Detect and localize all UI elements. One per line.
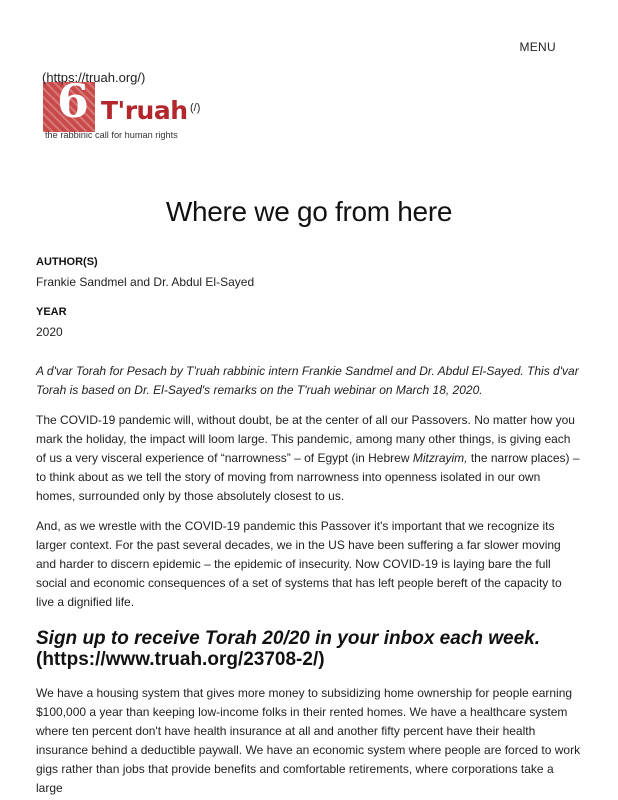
page-title: Where we go from here — [165, 196, 453, 227]
body-paragraph-3: We have a housing system that gives more money to subsidizing home ownership for people earning $100,000 a year than keeping low-income folks in their rented homes. We have a healthcare system where ten percent don't have health insurance at all and another fifty percent have their health insurance behind a deductible paywall. We have an economic system where people are forced to work gigs rather than jobs that provide benefits and comfortable retirements, where corporations take a large — [36, 686, 581, 795]
author-names: Frankie Sandmel and Dr. Abdul El-Sayed — [36, 275, 255, 289]
author-label: AUTHOR(S) — [36, 256, 98, 268]
year-value: 2020 — [36, 325, 63, 339]
signup-link-text[interactable]: Sign up to receive Torah 20/20 in your inbox each week. — [36, 628, 541, 649]
signup-link[interactable] — [36, 628, 582, 670]
para1-text-b: the narrow places) – to think about as we tell the story of moving from narrowness into openness isolated in our own homes, surrounded only by those absolutely closest to us. — [36, 451, 580, 503]
signup-link-url[interactable]: (https://www.truah.org/23708-2/) — [36, 649, 325, 670]
para1-text-a: The COVID-19 pandemic will, without doubt, be at the center of all our Passovers. No matter how you mark the holiday, the impact will loom large. This pandemic, among many other things, is giving each of us a very visceral experience of “narrowness” – of Egypt (in Hebrew — [36, 413, 575, 465]
logo-wordmark: T'ruah — [101, 96, 188, 125]
year-label: YEAR — [36, 306, 67, 318]
para1-emphasis: Mitzrayim, — [412, 451, 468, 465]
intro-paragraph: A d'var Torah for Pesach by T'ruah rabbinic intern Frankie Sandmel and Dr. Abdul El-Sayed. This d'var Torah is based on Dr. El-Sayed's remarks on the T'ruah webinar on March 18, 2020. — [36, 364, 579, 397]
menu-button[interactable]: MENU — [519, 40, 556, 54]
logo-tagline: the rabbinic call for human rights — [45, 130, 178, 140]
body-paragraph-1 — [36, 411, 582, 506]
logo-link-text[interactable]: (https://truah.org/) — [42, 70, 146, 85]
logo-number: 6 — [57, 74, 90, 128]
home-link[interactable]: (/) — [190, 102, 201, 114]
body-paragraph-2: And, as we wrestle with the COVID-19 pandemic this Passover it's important that we recognize its larger context. For the past several decades, we in the US have been suffering a far slower moving and harder to discern epidemic – the epidemic of insecurity. Now COVID-19 is laying bare the full social and economic consequences of a set of systems that has left people bereft of the capacity to live a dignified life. — [36, 519, 562, 609]
article-body — [36, 362, 582, 800]
